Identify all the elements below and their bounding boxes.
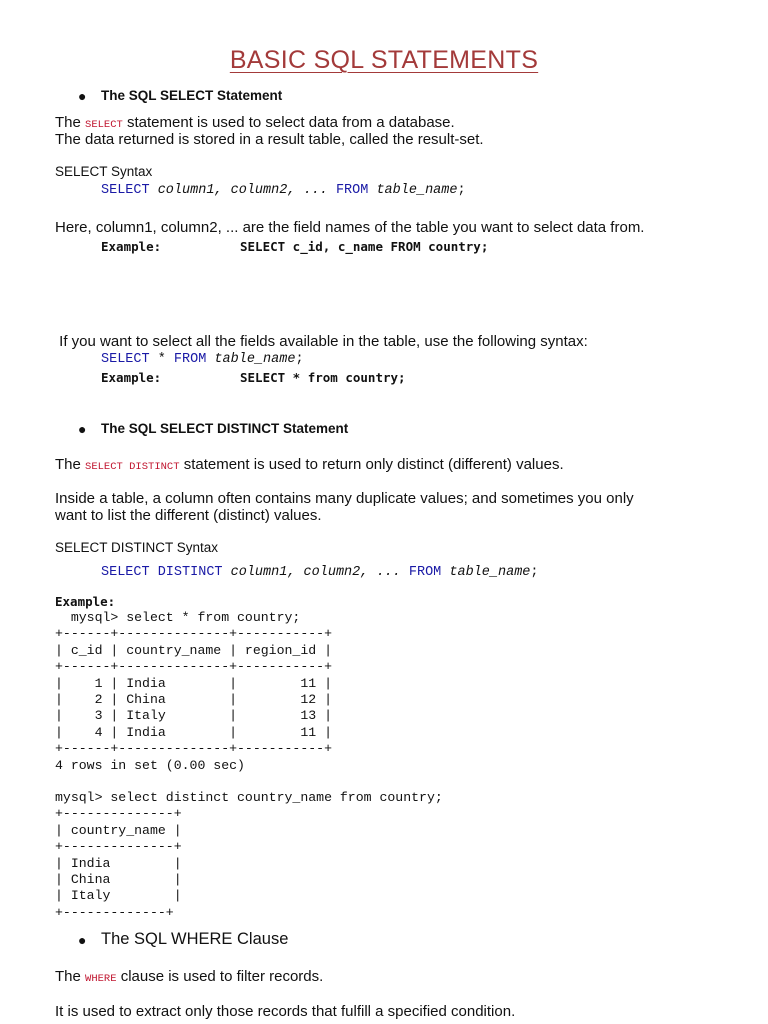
select-syntax-code: SELECT column1, column2, ... FROM table_name;: [101, 183, 466, 198]
section-heading-where: The SQL WHERE Clause: [101, 930, 289, 948]
select-all-syntax-code: SELECT * FROM table_name;: [101, 352, 304, 367]
select-syntax-heading: SELECT Syntax: [55, 164, 153, 179]
distinct-syntax-code: SELECT DISTINCT column1, column2, ... FROM table_name;: [101, 565, 539, 580]
page-title: BASIC SQL STATEMENTS: [229, 46, 539, 74]
distinct-intro: The SELECT DISTINCT statement is used to return only distinct (different) values.: [55, 456, 564, 473]
select-intro-line2: The data returned is stored in a result table, called the result-set.: [55, 131, 484, 148]
inline-keyword-where: WHERE: [85, 973, 117, 985]
example-label: Example:: [55, 594, 116, 609]
inline-keyword-select-distinct: SELECT DISTINCT: [85, 461, 180, 473]
where-intro: The WHERE clause is used to filter records.: [55, 968, 324, 985]
example-code: SELECT c_id, c_name FROM country;: [240, 239, 489, 254]
mysql-output-select-distinct: mysql> select distinct country_name from country; +--------------+ | country_name | +--------------+ | India | | China | | Italy | +-------------+: [55, 790, 443, 920]
mysql-output-select-all: mysql> select * from country; +------+--------------+-----------+ | c_id | country_name | region_id | +------+--------------+-----------+ | 1 | India | 11 | | 2 | China | 12 | | 3 | Italy | 13 | | 4 | India | 11 | +------+--------------+-----------+ 4 rows in set (0.00 sec): [55, 610, 332, 773]
distinct-para-line1: Inside a table, a column often contains many duplicate values; and sometimes you only: [55, 490, 634, 507]
distinct-syntax-heading: SELECT DISTINCT Syntax: [55, 540, 219, 555]
example-label: Example:: [101, 370, 162, 385]
section-heading-select: The SQL SELECT Statement: [101, 88, 283, 103]
inline-keyword-select: SELECT: [85, 119, 123, 131]
bullet-icon: ●: [78, 88, 87, 104]
example-label: Example:: [101, 239, 162, 254]
example-code: SELECT * from country;: [240, 370, 406, 385]
where-para: It is used to extract only those records that fulfill a specified condition.: [55, 1003, 516, 1020]
section-heading-select-distinct: The SQL SELECT DISTINCT Statement: [101, 421, 349, 436]
bullet-icon: ●: [78, 421, 87, 437]
select-intro-line1: The SELECT statement is used to select data from a database.: [55, 114, 455, 131]
distinct-para-line2: want to list the different (distinct) values.: [55, 507, 322, 524]
bullet-icon: ●: [78, 932, 87, 948]
select-all-text: If you want to select all the fields available in the table, use the following syntax:: [55, 333, 588, 350]
select-explain: Here, column1, column2, ... are the field names of the table you want to select data from.: [55, 219, 645, 236]
